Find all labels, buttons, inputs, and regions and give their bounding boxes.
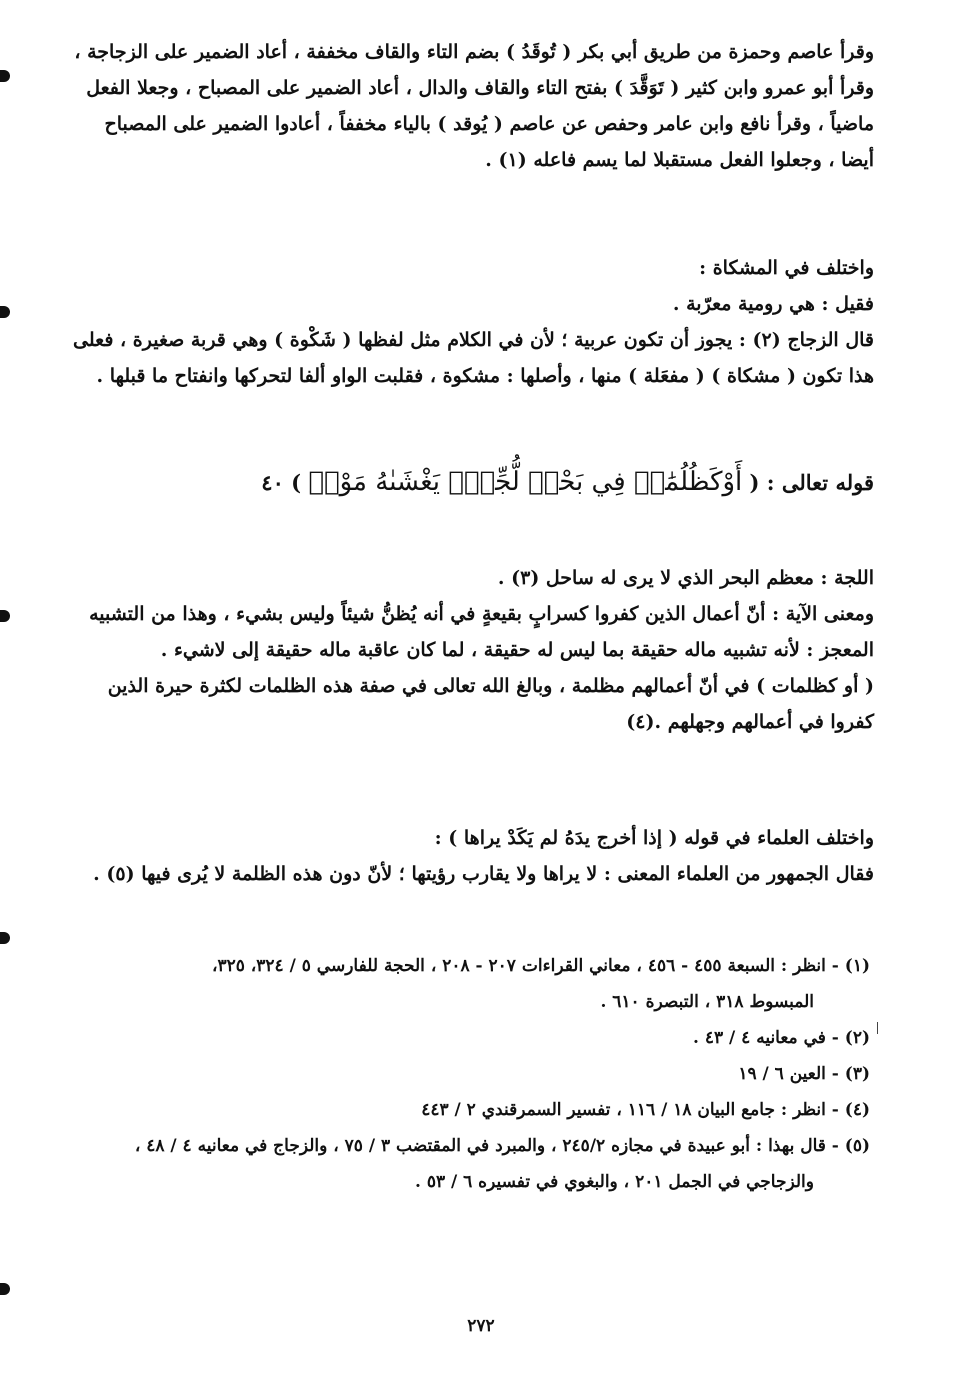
footnote-line: (٢) - في معانيه ٤ / ٤٣ . <box>692 1028 870 1048</box>
stray-mark <box>877 1022 878 1034</box>
footnote-line: والزجاجي في الجمل ٢٠١ ، والبغوي في تفسيره ٦ / ٥٣ . <box>414 1172 814 1192</box>
text-line: ماضياً ، وقرأ نافع وابن عامر وحفص عن عاصم ( يُوقد ) بالياء مخففاً ، أعادوا الضمير على المصباح <box>104 113 874 135</box>
text-line: هذا تكون ( مشكاة ) ( مفعَلة ) منها ، وأصلها : مشكوة ، فقلبت الواو ألفا لتحركها وانفتاح ما قبلها . <box>96 365 874 387</box>
binder-hole-mark <box>0 932 10 944</box>
text-line: كفروا في أعمالهم وجهلهم .(٤) <box>626 711 874 733</box>
binder-hole-mark <box>0 306 10 318</box>
text-line: وقرأ أبو عمرو وابن كثير ( تَوَقَّدَ ) بفتح التاء والقاف والدال ، أعاد الضمير على المصباح ، وجعلا الفعل <box>86 77 874 99</box>
quran-verse-text: أَوْكَظُلُمَٰتٖ فِي بَحْرٖ لُّجِّيّٖ يَغْشَىٰهُ مَوْجٞ <box>308 467 743 497</box>
binder-hole-mark <box>0 1283 10 1295</box>
footnote-line: (٤) - انظر : جامع البيان ١٨ / ١١٦ ، تفسير السمرقندي ٢ / ٤٤٣ <box>421 1100 870 1120</box>
footnotes <box>135 948 870 1200</box>
text-line: اللجة : معظم البحر الذي لا يرى له ساحل (٣) . <box>497 567 874 589</box>
text-line: ( أو كظلمات ) في أنّ أعمالهم مظلمة ، وبالغ الله تعالى في صفة هذه الظلمات لكثرة حيرة الذين <box>107 675 874 697</box>
page-number: ٢٧٢ <box>467 1316 495 1336</box>
paragraph-mishkat <box>73 250 874 394</box>
paragraph-scholars <box>93 820 874 892</box>
footnote-line: (١) - انظر : السبعة ٤٥٥ - ٤٥٦ ، معاني القراءات ٢٠٧ - ٢٠٨ ، الحجة للفارسي ٥ / ٣٢٤، ٣٢٥، <box>211 956 870 976</box>
binder-hole-mark <box>0 610 10 622</box>
verse-heading <box>261 460 874 505</box>
text-line: واختلف في المشكاة : <box>699 257 874 279</box>
text-line: ومعنى الآية : أنّ أعمال الذين كفروا كسرابٍ بقيعةٍ في أنه يُظنُّ شيئاً وليس بشيء ، وهذا من التشبيه <box>89 603 874 625</box>
text-line: المعجز : لأنه تشبيه ماله حقيقة بما ليس له حقيقة ، لما كان عاقبة ماله حقيقة إلى لاشيء . <box>160 639 874 661</box>
binder-hole-mark <box>0 70 10 82</box>
footnote-line: المبسوط ٣١٨ ، التبصرة ٦١٠ . <box>600 992 814 1012</box>
paragraph-readings <box>74 34 874 178</box>
verse-number: ) ٤٠ <box>261 470 302 495</box>
text-line: فقال الجمهور من العلماء المعنى : لا يراها ولا يقارب رؤيتها ؛ لأنّ دون هذه الظلمة لا يُرى فيها (٥) . <box>93 863 874 885</box>
footnote-line: (٥) - قال بهذا : أبو عبيدة في مجازه ٢٤٥/٢ ، والمبرد في المقتضب ٣ / ٧٥ ، والزجاج في معانيه ٤ / ٤٨ ، <box>134 1136 870 1156</box>
footnote-line: (٣) - العين ٦ / ١٩ <box>738 1064 870 1084</box>
text-line: وقرأ عاصم وحمزة من طريق أبي بكر ( تُوقَدُ ) بضم التاء والقاف مخففة ، أعاد الضمير على الزجاجة ، <box>74 41 874 63</box>
text-line: قال الزجاج (٢) : يجوز أن تكون عربية ؛ لأن في الكلام مثل لفظها ( شَكْوة ) وهي قربة صغيرة ، فعلى <box>73 329 874 351</box>
text-line: أيضا ، وجعلوا الفعل مستقبلا لما يسم فاعله (١) . <box>485 149 874 171</box>
paragraph-lujja <box>89 560 874 740</box>
text-line: واختلف العلماء في قوله ( إذا أخرج يدَهُ لم يَكَدْ يراها ) : <box>434 827 874 849</box>
verse-intro: قوله تعالى : ( <box>749 470 874 495</box>
text-line: فقيل : هي رومية معرّبة . <box>672 293 874 315</box>
